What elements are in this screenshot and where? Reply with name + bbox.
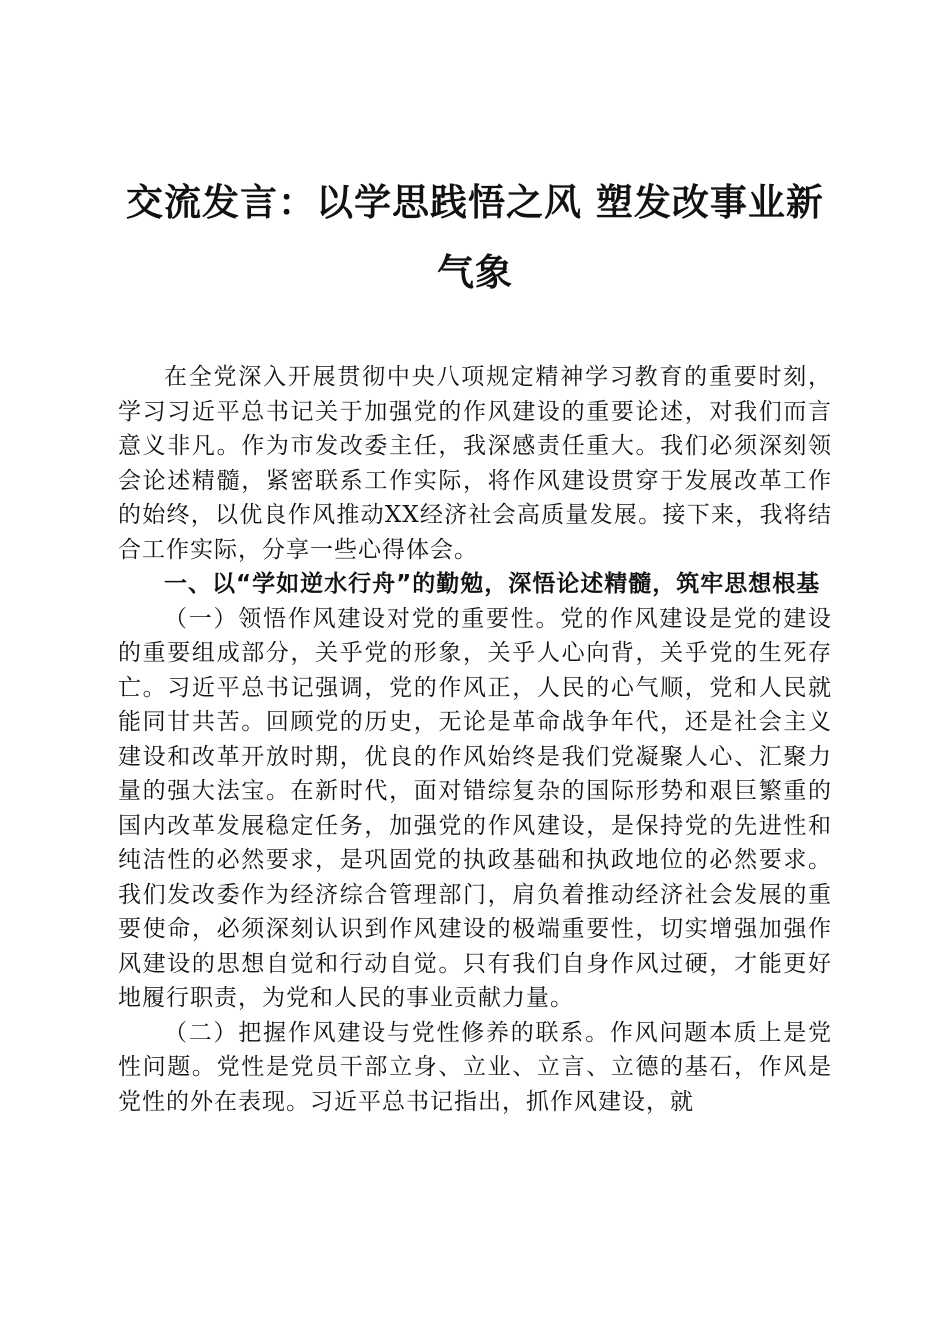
intro-paragraph: 在全党深入开展贯彻中央八项规定精神学习教育的重要时刻，学习习近平总书记关于加强党的作风建设的重要论述，对我们而言意义非凡。作为市发改委主任，我深感责任重大。我们必须深刻领会论述精髓，紧密联系工作实际，将作风建设贯穿于发展改革工作的始终，以优良作风推动XX经济社会高质量发展。接下来，我将结合工作实际，分享一些心得体会。 <box>118 364 832 563</box>
document-body <box>118 360 832 1119</box>
subsection-paragraph-2: （二）把握作风建设与党性修养的联系。作风问题本质上是党性问题。党性是党员干部立身、立业、立言、立德的基石，作风是党性的外在表现。习近平总书记指出，抓作风建设，就 <box>118 1019 832 1115</box>
subsection-paragraph-1: （一）领悟作风建设对党的重要性。党的作风建设是党的建设的重要组成部分，关乎党的形象，关乎人心向背，关乎党的生死存亡。习近平总书记强调，党的作风正，人民的心气顺，党和人民就能同甘共苦。回顾党的历史，无论是革命战争年代，还是社会主义建设和改革开放时期，优良的作风始终是我们党凝聚人心、汇聚力量的强大法宝。在新时代，面对错综复杂的国际形势和艰巨繁重的国内改革发展稳定任务，加强党的作风建设，是保持党的先进性和纯洁性的必然要求，是巩固党的执政基础和执政地位的必然要求。我们发改委作为经济综合管理部门，肩负着推动经济社会发展的重要使命，必须深刻认识到作风建设的极端重要性，切实增强加强作风建设的思想自觉和行动自觉。只有我们自身作风过硬，才能更好地履行职责，为党和人民的事业贡献力量。 <box>118 605 832 1011</box>
document-title: 交流发言：以学思践悟之风 塑发改事业新气象 <box>126 181 824 294</box>
section-heading-1: 一、以“学如逆水行舟”的勤勉，深悟论述精髓，筑牢思想根基 <box>164 571 821 597</box>
